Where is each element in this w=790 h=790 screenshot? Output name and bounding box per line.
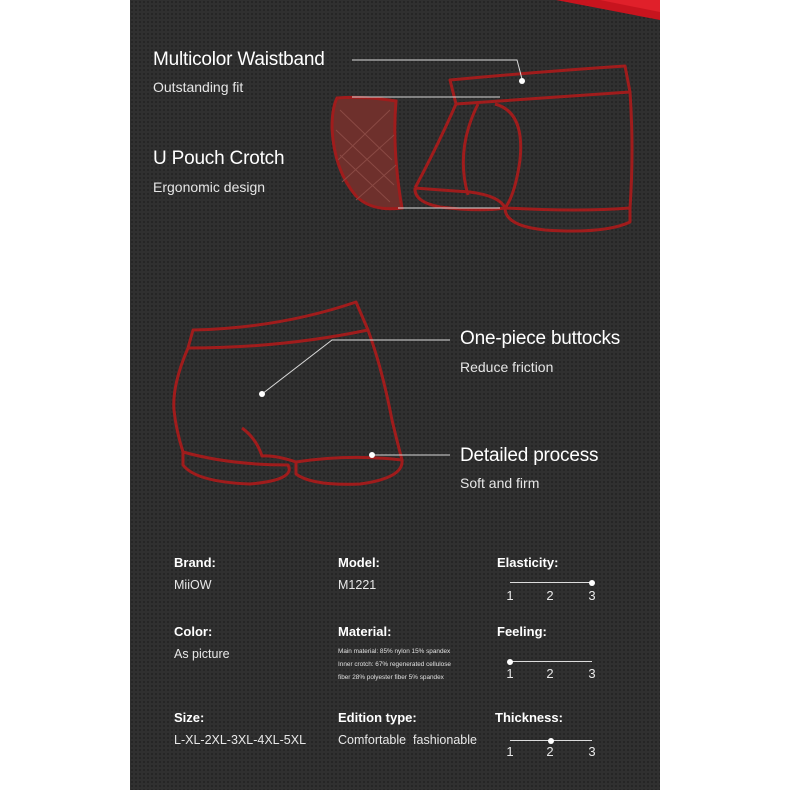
feature-subtitle-crotch: Ergonomic design [153, 179, 266, 195]
spec-brand-label: Brand: [174, 555, 216, 570]
spec-edition-value: Comfortable fashionable [338, 733, 477, 747]
spec-material-line: Inner crotch: 67% regenerated cellulose [338, 661, 451, 668]
spec-material-line: Main material: 85% nylon 15% spandex [338, 648, 451, 655]
scale-tick-label: 3 [588, 666, 596, 681]
scale-tick-label: 3 [588, 744, 596, 759]
scale-thickness-track [510, 740, 592, 741]
scale-tick-label: 1 [506, 588, 514, 603]
scale-tick-label: 2 [546, 666, 554, 681]
scale-thickness-label: Thickness: [495, 710, 563, 725]
spec-material-line: fiber 28% polyester fiber 5% spandex [338, 674, 444, 681]
scale-elasticity-track [510, 582, 592, 583]
scale-feeling-ticks [500, 667, 602, 681]
spec-material-label: Material: [338, 624, 392, 639]
feature-subtitle-waistband: Outstanding fit [153, 79, 244, 95]
feature-subtitle-buttocks: Reduce friction [460, 359, 554, 375]
feature-title-waistband: Multicolor Waistband [153, 49, 325, 70]
scale-tick-label: 3 [588, 588, 596, 603]
feature-title-crotch: U Pouch Crotch [153, 148, 285, 169]
scale-tick-label: 1 [506, 744, 514, 759]
scale-feeling-label: Feeling: [497, 624, 547, 639]
spec-edition-label: Edition type: [338, 710, 417, 725]
spec-model-label: Model: [338, 555, 380, 570]
spec-brand-value: MiiOW [174, 578, 212, 592]
scale-tick-label: 2 [546, 588, 554, 603]
scale-feeling-track [510, 661, 592, 662]
scale-thickness-marker [548, 738, 554, 744]
spec-size-label: Size: [174, 710, 205, 725]
scale-thickness-ticks [500, 745, 602, 759]
scale-tick-label: 1 [506, 666, 514, 681]
feature-subtitle-process: Soft and firm [460, 475, 540, 491]
spec-color-value: As picture [174, 647, 230, 661]
spec-size-value: L-XL-2XL-3XL-4XL-5XL [174, 733, 307, 747]
scale-tick-label: 2 [546, 744, 554, 759]
scale-feeling-marker [507, 659, 513, 665]
spec-model-value: M1221 [338, 578, 377, 592]
feature-title-process: Detailed process [460, 445, 599, 466]
scale-elasticity-label: Elasticity: [497, 555, 559, 570]
feature-title-buttocks: One-piece buttocks [460, 328, 621, 349]
scale-elasticity-ticks [500, 589, 602, 603]
scale-elasticity-marker [589, 580, 595, 586]
spec-color-label: Color: [174, 624, 213, 639]
